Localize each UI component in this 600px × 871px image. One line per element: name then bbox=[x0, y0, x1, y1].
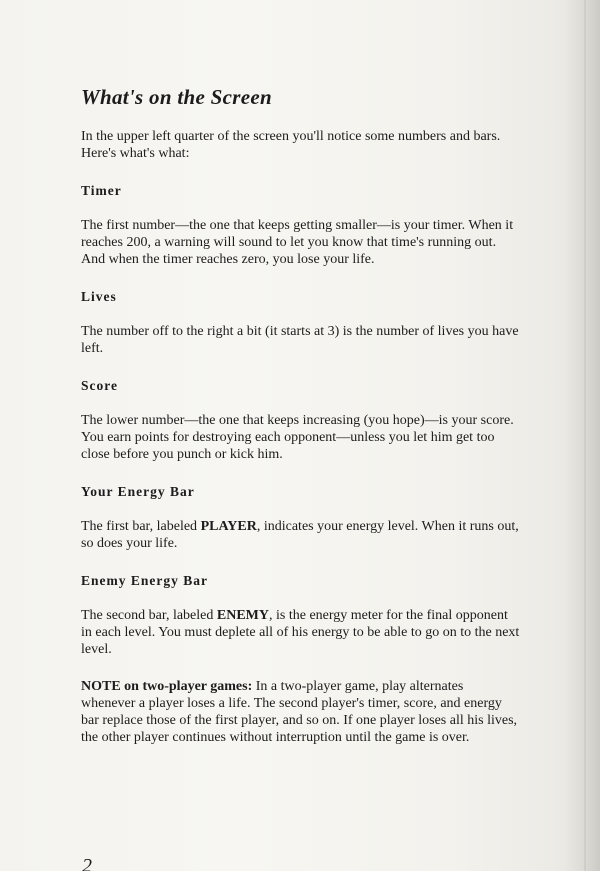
page-title: What's on the Screen bbox=[81, 85, 272, 109]
page-number: 2 bbox=[82, 855, 92, 871]
timer-heading: Timer bbox=[81, 183, 122, 198]
score-paragraph: The lower number—the one that keeps increasing (you hope)—is your score. You earn points for destroying each opponent—unless you let him get too close before you punch or kick him. bbox=[81, 413, 514, 462]
page-edge-shadow bbox=[564, 0, 600, 871]
player-text-after: , indicates your energy level. When it runs out, so does your life. bbox=[81, 519, 519, 551]
note-label: NOTE on two-player games: bbox=[81, 679, 253, 694]
intro-paragraph: In the upper left quarter of the screen you'll notice some numbers and bars. Here's what's what: bbox=[81, 129, 501, 161]
score-heading: Score bbox=[81, 378, 118, 393]
enemy-label: ENEMY bbox=[216, 608, 270, 623]
enemy-energy-bar-paragraph bbox=[81, 607, 521, 658]
your-energy-bar-paragraph bbox=[81, 518, 521, 552]
your-energy-bar-heading: Your Energy Bar bbox=[81, 484, 195, 499]
page-fold-line bbox=[584, 0, 586, 871]
lives-paragraph: The number off to the right a bit (it starts at 3) is the number of lives you have left. bbox=[81, 324, 519, 356]
page-content bbox=[81, 84, 521, 766]
player-label: PLAYER bbox=[200, 519, 257, 534]
lives-heading: Lives bbox=[81, 289, 117, 304]
enemy-energy-bar-heading: Enemy Energy Bar bbox=[81, 573, 208, 588]
timer-paragraph: The first number—the one that keeps getting smaller—is your timer. When it reaches 200, a warning will sound to let you know that time's running out. And when the timer reaches zero, you lose your life. bbox=[81, 218, 514, 267]
enemy-text-after: , is the energy meter for the final opponent in each level. You must deplete all of his energy to be able to go on to the next level. bbox=[81, 608, 520, 657]
player-text-before: The first bar, labeled bbox=[81, 519, 201, 534]
note-body: In a two-player game, play alternates whenever a player loses a life. The second player's timer, score, and energy bar replace those of the first player, and so on. If one player loses all his lives, the other player continues without interruption until the game is over. bbox=[81, 679, 518, 745]
enemy-text-before: The second bar, labeled bbox=[81, 608, 217, 623]
two-player-note bbox=[81, 678, 521, 746]
